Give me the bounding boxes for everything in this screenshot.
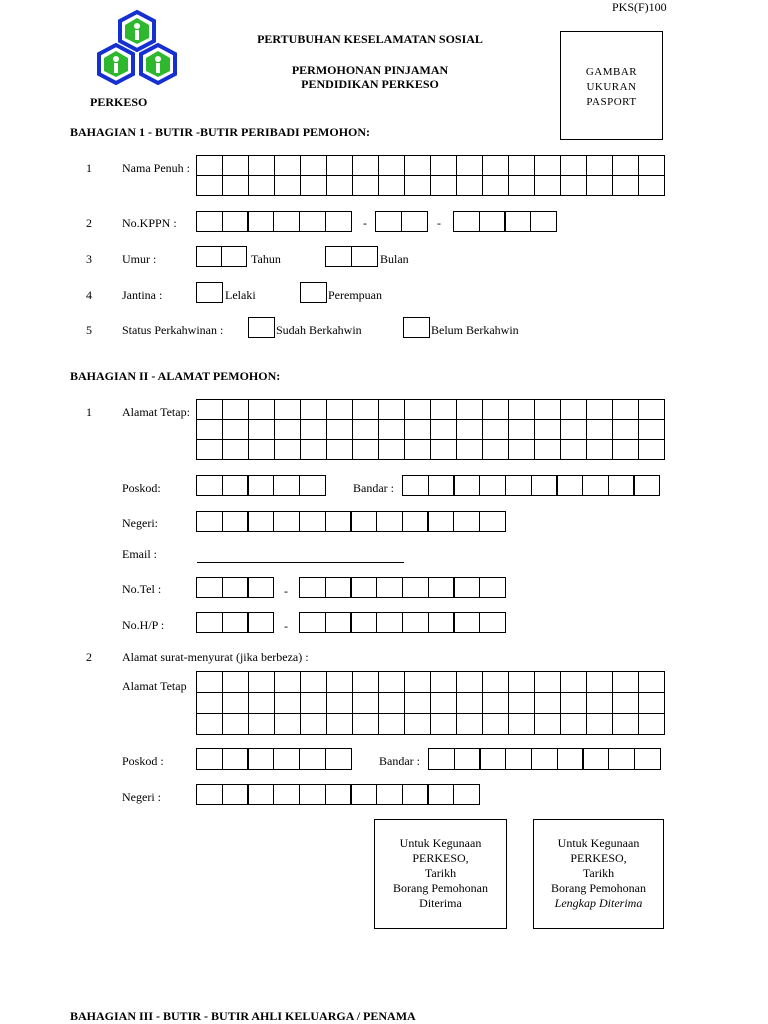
tel-label: No.Tel : xyxy=(122,582,162,596)
mailing-state-label: Negeri : xyxy=(122,790,161,804)
section2-title: BAHAGIAN II - ALAMAT PEMOHON: xyxy=(70,369,281,383)
office2-line4: Borang Pemohonan xyxy=(551,881,646,895)
office-use-box-received xyxy=(374,819,507,929)
mailing-state-boxes[interactable] xyxy=(196,784,480,805)
age-months-boxes[interactable] xyxy=(325,246,378,267)
full-name-grid[interactable] xyxy=(196,155,665,196)
office2-line5: Lengkap Diterima xyxy=(554,896,643,910)
mailing-address-heading: Alamat surat-menyurat (jika berbeza) : xyxy=(122,650,309,664)
section3-title: BAHAGIAN III - BUTIR - BUTIR AHLI KELUARGA / PENAMA xyxy=(70,1009,416,1023)
q5-number: 5 xyxy=(86,323,92,337)
hp-prefix-boxes[interactable] xyxy=(196,612,274,633)
office2-line1: Untuk Kegunaan xyxy=(557,836,640,850)
married-checkbox[interactable] xyxy=(248,317,275,338)
office1-line2: PERKESO, xyxy=(412,851,469,865)
unmarried-checkbox[interactable] xyxy=(403,317,430,338)
city-label: Bandar : xyxy=(353,481,394,495)
mailing-address-grid[interactable] xyxy=(196,671,665,735)
section1-title: BAHAGIAN 1 - BUTIR -BUTIR PERIBADI PEMOHON: xyxy=(70,125,371,139)
hp-dash: - xyxy=(284,619,288,633)
male-label: Lelaki xyxy=(225,288,256,302)
tel-area-boxes[interactable] xyxy=(196,577,274,598)
age-label: Umur : xyxy=(122,252,157,266)
tel-number-boxes[interactable] xyxy=(299,577,506,598)
female-label: Perempuan xyxy=(328,288,382,302)
permanent-address-label: Alamat Tetap: xyxy=(122,405,190,419)
office1-line4: Borang Pemohonan xyxy=(393,881,488,895)
married-label: Sudah Berkahwin xyxy=(276,323,362,337)
marital-status-label: Status Perkahwinan : xyxy=(122,323,224,337)
s2-q1-number: 1 xyxy=(86,405,92,419)
mailing-city-boxes[interactable] xyxy=(428,748,661,770)
perkeso-logo xyxy=(92,9,182,89)
age-years-boxes[interactable] xyxy=(196,246,247,267)
photo-label-3: PASPORT xyxy=(586,96,637,108)
postcode-label: Poskod: xyxy=(122,481,161,495)
kppn-part3-boxes[interactable] xyxy=(453,211,557,232)
q4-number: 4 xyxy=(86,288,92,302)
mailing-postcode-label: Poskod : xyxy=(122,754,164,768)
female-checkbox[interactable] xyxy=(300,282,327,303)
male-checkbox[interactable] xyxy=(196,282,223,303)
org-name: PERTUBUHAN KESELAMATAN SOSIAL xyxy=(257,32,483,46)
hp-number-boxes[interactable] xyxy=(299,612,506,633)
kppn-dash-2: - xyxy=(437,216,441,230)
s2-q2-number: 2 xyxy=(86,650,92,664)
mailing-postcode-boxes[interactable] xyxy=(196,748,352,770)
email-label: Email : xyxy=(122,547,157,561)
q2-number: 2 xyxy=(86,216,92,230)
q3-number: 3 xyxy=(86,252,92,266)
gender-label: Jantina : xyxy=(122,288,163,302)
photo-label-1: GAMBAR xyxy=(585,66,638,78)
full-name-label: Nama Penuh : xyxy=(122,161,190,175)
kppn-label: No.KPPN : xyxy=(122,216,177,230)
state-boxes[interactable] xyxy=(196,511,506,532)
perkeso-logo-icon xyxy=(92,9,182,89)
kppn-dash-1: - xyxy=(363,216,367,230)
years-label: Tahun xyxy=(251,252,281,266)
office2-line3: Tarikh xyxy=(582,866,615,880)
hp-label: No.H/P : xyxy=(122,618,165,632)
photo-label-2: UKURAN xyxy=(586,81,637,93)
form-title-line1: PERMOHONAN PINJAMAN xyxy=(291,63,449,77)
kppn-part1-boxes[interactable] xyxy=(196,211,352,232)
form-title-line2: PENDIDIKAN PERKESO xyxy=(301,77,439,91)
email-line[interactable] xyxy=(197,550,404,563)
permanent-address-grid[interactable] xyxy=(196,399,665,460)
office-use-box-complete xyxy=(533,819,664,929)
unmarried-label: Belum Berkahwin xyxy=(431,323,519,337)
city-boxes[interactable] xyxy=(402,475,660,496)
logo-text: PERKESO xyxy=(90,95,148,109)
office1-line5: Diterima xyxy=(419,896,462,910)
postcode-boxes[interactable] xyxy=(196,475,326,496)
mailing-address-label: Alamat Tetap xyxy=(122,679,187,693)
office1-line1: Untuk Kegunaan xyxy=(399,836,482,850)
mailing-city-label: Bandar : xyxy=(379,754,420,768)
state-label: Negeri: xyxy=(122,516,158,530)
office1-line3: Tarikh xyxy=(424,866,457,880)
form-code: PKS(F)100 xyxy=(612,0,667,14)
q1-number: 1 xyxy=(86,161,92,175)
office2-line2: PERKESO, xyxy=(570,851,627,865)
kppn-part2-boxes[interactable] xyxy=(375,211,428,232)
months-label: Bulan xyxy=(380,252,409,266)
tel-dash: - xyxy=(284,584,288,598)
